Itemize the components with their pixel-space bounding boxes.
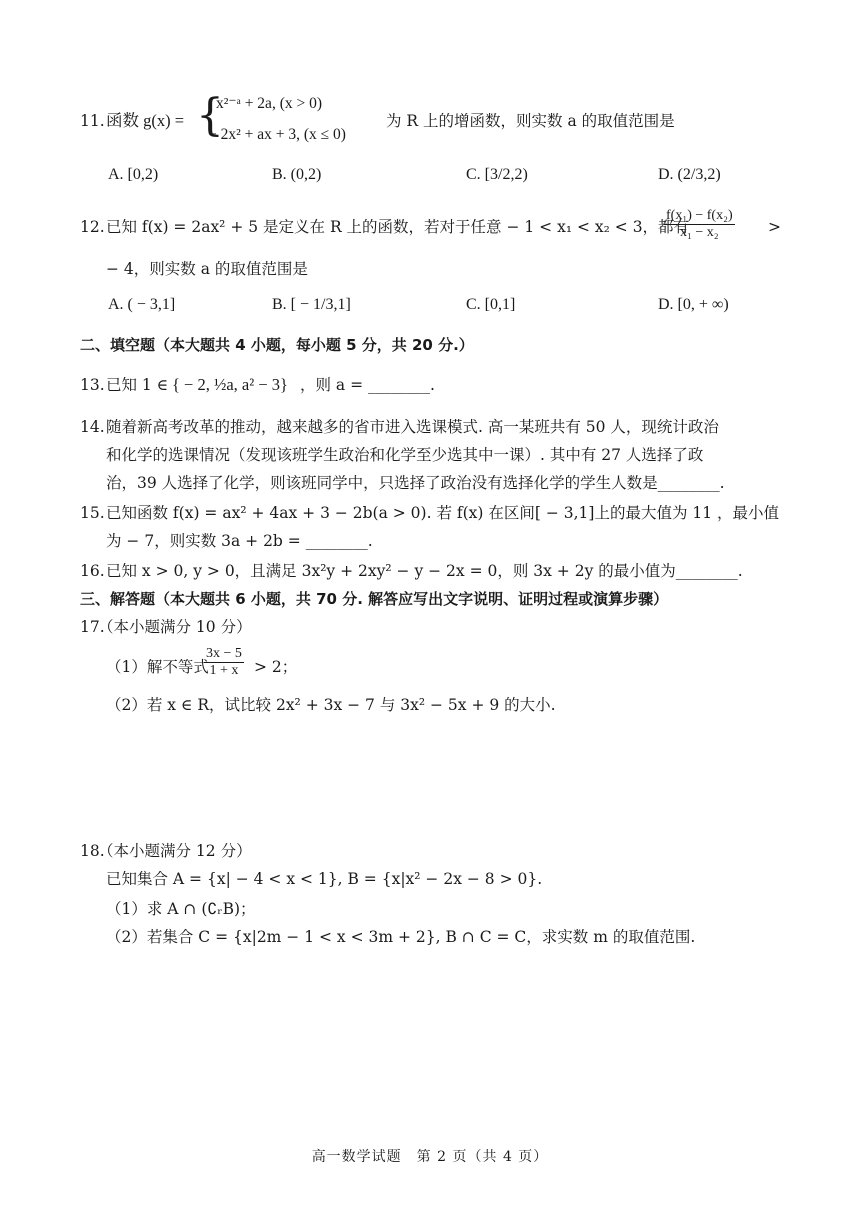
q18-line-2: （1）求 A ∩ (∁ᵣB)； xyxy=(106,900,256,918)
q14-line-2: 和化学的选课情况（发现该班学生政治和化学至少选其中一课）. 其中有 27 人选择了政 xyxy=(106,446,704,464)
q17-part-1-lead: （1）解不等式 xyxy=(106,658,209,676)
q12-fraction-numerator: f(x₁) − f(x₂) xyxy=(666,208,733,223)
q11-option-a: A. [0,2) xyxy=(108,166,159,183)
q11-option-c: C. [3/2,2) xyxy=(466,166,528,183)
q13-number: 13. xyxy=(80,376,105,394)
q16-line-1: 已知 x > 0, y > 0，且满足 3x²y + 2xy² − y − 2x = 0，则 3x + 2y 的最小值为________. xyxy=(106,562,743,580)
q15-number: 15. xyxy=(80,504,105,522)
q12-option-b: B. [ − 1/3,1] xyxy=(272,296,351,313)
q13-lead: 已知 1 ∈ xyxy=(106,376,169,394)
q12-continuation: − 4，则实数 a 的取值范围是 xyxy=(106,260,308,278)
section-2-heading: 二、填空题（本大题共 4 小题，每小题 5 分，共 20 分.） xyxy=(80,336,474,354)
q17-fraction-denominator: 1 + x xyxy=(209,663,239,678)
q12-gt: > xyxy=(768,218,781,236)
q12-option-a: A. ( − 3,1] xyxy=(108,296,176,313)
q17-fraction xyxy=(204,646,244,679)
q16-number: 16. xyxy=(80,562,105,580)
q12-fraction xyxy=(664,208,735,241)
q12-number: 12. xyxy=(80,218,105,236)
q17-fraction-numerator: 3x − 5 xyxy=(206,646,242,661)
q11-lead: 函数 g(x) = xyxy=(106,111,185,130)
q18-line-1: 已知集合 A = {x| − 4 < x < 1}, B = {x|x² − 2x − 8 > 0}. xyxy=(106,870,543,888)
q12-option-c: C. [0,1] xyxy=(466,296,516,313)
q11-brace: { xyxy=(196,90,224,141)
q14-line-3: 治，39 人选择了化学，则该班同学中，只选择了政治没有选择化学的学生人数是________. xyxy=(106,474,725,492)
q11-tail: 为 R 上的增函数，则实数 a 的取值范围是 xyxy=(386,112,675,130)
q14-line-1: 随着新高考改革的推动，越来越多的省市进入选课模式. 高一某班共有 50 人，现统计政治 xyxy=(106,418,719,436)
q17-header: （本小题满分 10 分） xyxy=(98,618,252,636)
q11-number: 11. xyxy=(80,112,105,130)
q15-line-1: 已知函数 f(x) = ax² + 4ax + 3 − 2b(a > 0). 若 f(x) 在区间[ − 3,1]上的最大值为 11 ，最小值 xyxy=(106,504,780,522)
q15-line-2: 为 − 7，则实数 3a + 2b = ________. xyxy=(106,532,373,550)
q11-option-d: D. (2/3,2) xyxy=(658,166,721,183)
q17-number: 17. xyxy=(80,618,105,636)
q11-piece-2: − 2x² + ax + 3, (x ≤ 0) xyxy=(208,126,346,143)
q18-line-3: （2）若集合 C = {x|2m − 1 < x < 3m + 2}, B ∩ C = C，求实数 m 的取值范围. xyxy=(106,928,696,946)
q17-part-2: （2）若 x ∈ R，试比较 2x² + 3x − 7 与 3x² − 5x + 9 的大小. xyxy=(106,696,556,714)
q18-header: （本小题满分 12 分） xyxy=(98,842,252,860)
q11-piece-1: x²⁻ᵃ + 2a, (x > 0) xyxy=(216,95,323,112)
q12-lead: 已知 f(x) = 2ax² + 5 是定义在 R 上的函数，若对于任意 − 1 < x₁ < x₂ < 3，都有 xyxy=(106,218,690,236)
q12-fraction-denominator: x₁ − x₂ xyxy=(679,225,719,240)
page-footer: 高一数学试题 第 2 页（共 4 页） xyxy=(311,1149,549,1165)
q13-tail: ，则 a = ________. xyxy=(300,376,435,394)
q13-set: { − 2, ½a, a² − 3} xyxy=(172,375,288,394)
q12-option-d: D. [0, + ∞) xyxy=(658,296,729,313)
q18-number: 18. xyxy=(80,842,105,860)
q11-option-b: B. (0,2) xyxy=(272,166,322,183)
q14-number: 14. xyxy=(80,418,105,436)
section-3-heading: 三、解答题（本大题共 6 小题，共 70 分. 解答应写出文字说明、证明过程或演算步骤） xyxy=(80,590,669,608)
q17-part-1-tail: > 2； xyxy=(254,658,298,676)
